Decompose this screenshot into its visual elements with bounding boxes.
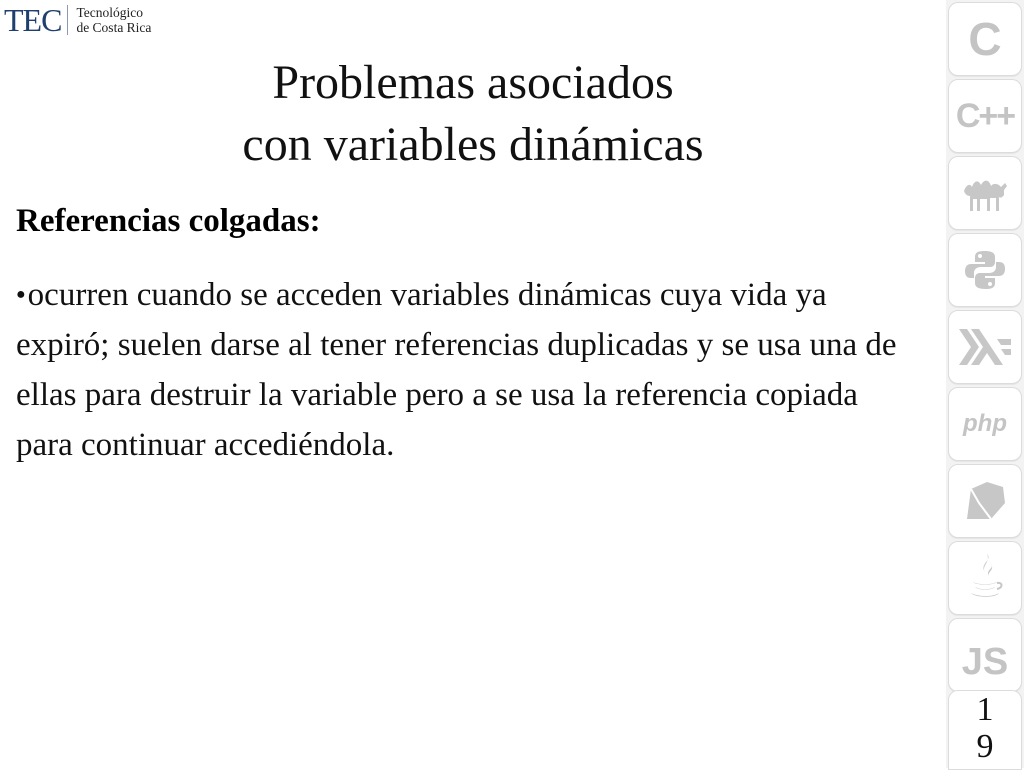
tec-logo <box>4 2 151 38</box>
js-icon: JS <box>948 618 1022 692</box>
slide-title <box>0 52 946 176</box>
section-heading: Referencias colgadas: <box>16 203 321 239</box>
page-number <box>948 690 1022 770</box>
logo-name-line1: Tecnológico <box>76 5 143 20</box>
c-icon: C <box>948 2 1022 76</box>
bullet-text: ocurren cuando se acceden variables dinámicas cuya vida ya expiró; suelen darse al tener referencias duplicadas y se usa una de ellas para destruir la variable pero a se usa la referencia copiada para continuar accediéndola. <box>16 277 897 463</box>
bullet-paragraph <box>16 270 916 470</box>
php-icon: php <box>948 387 1022 461</box>
camel-icon <box>948 156 1022 230</box>
cpp-icon: C++ <box>948 79 1022 153</box>
java-icon <box>948 541 1022 615</box>
ruby-icon <box>948 464 1022 538</box>
page-number-digit-1: 1 <box>976 691 994 728</box>
logo-divider <box>67 5 68 35</box>
slide-title-line2: con variables dinámicas <box>242 118 704 171</box>
bullet-dot-icon: ● <box>16 286 26 303</box>
haskell-icon <box>948 310 1022 384</box>
logo-acronym: TEC <box>4 2 62 38</box>
slide-title-line1: Problemas asociados <box>272 56 674 109</box>
page-number-digit-2: 9 <box>976 728 994 765</box>
logo-name <box>76 5 151 35</box>
python-icon <box>948 233 1022 307</box>
language-icon-rail <box>946 0 1024 768</box>
logo-name-line2: de Costa Rica <box>76 20 152 35</box>
